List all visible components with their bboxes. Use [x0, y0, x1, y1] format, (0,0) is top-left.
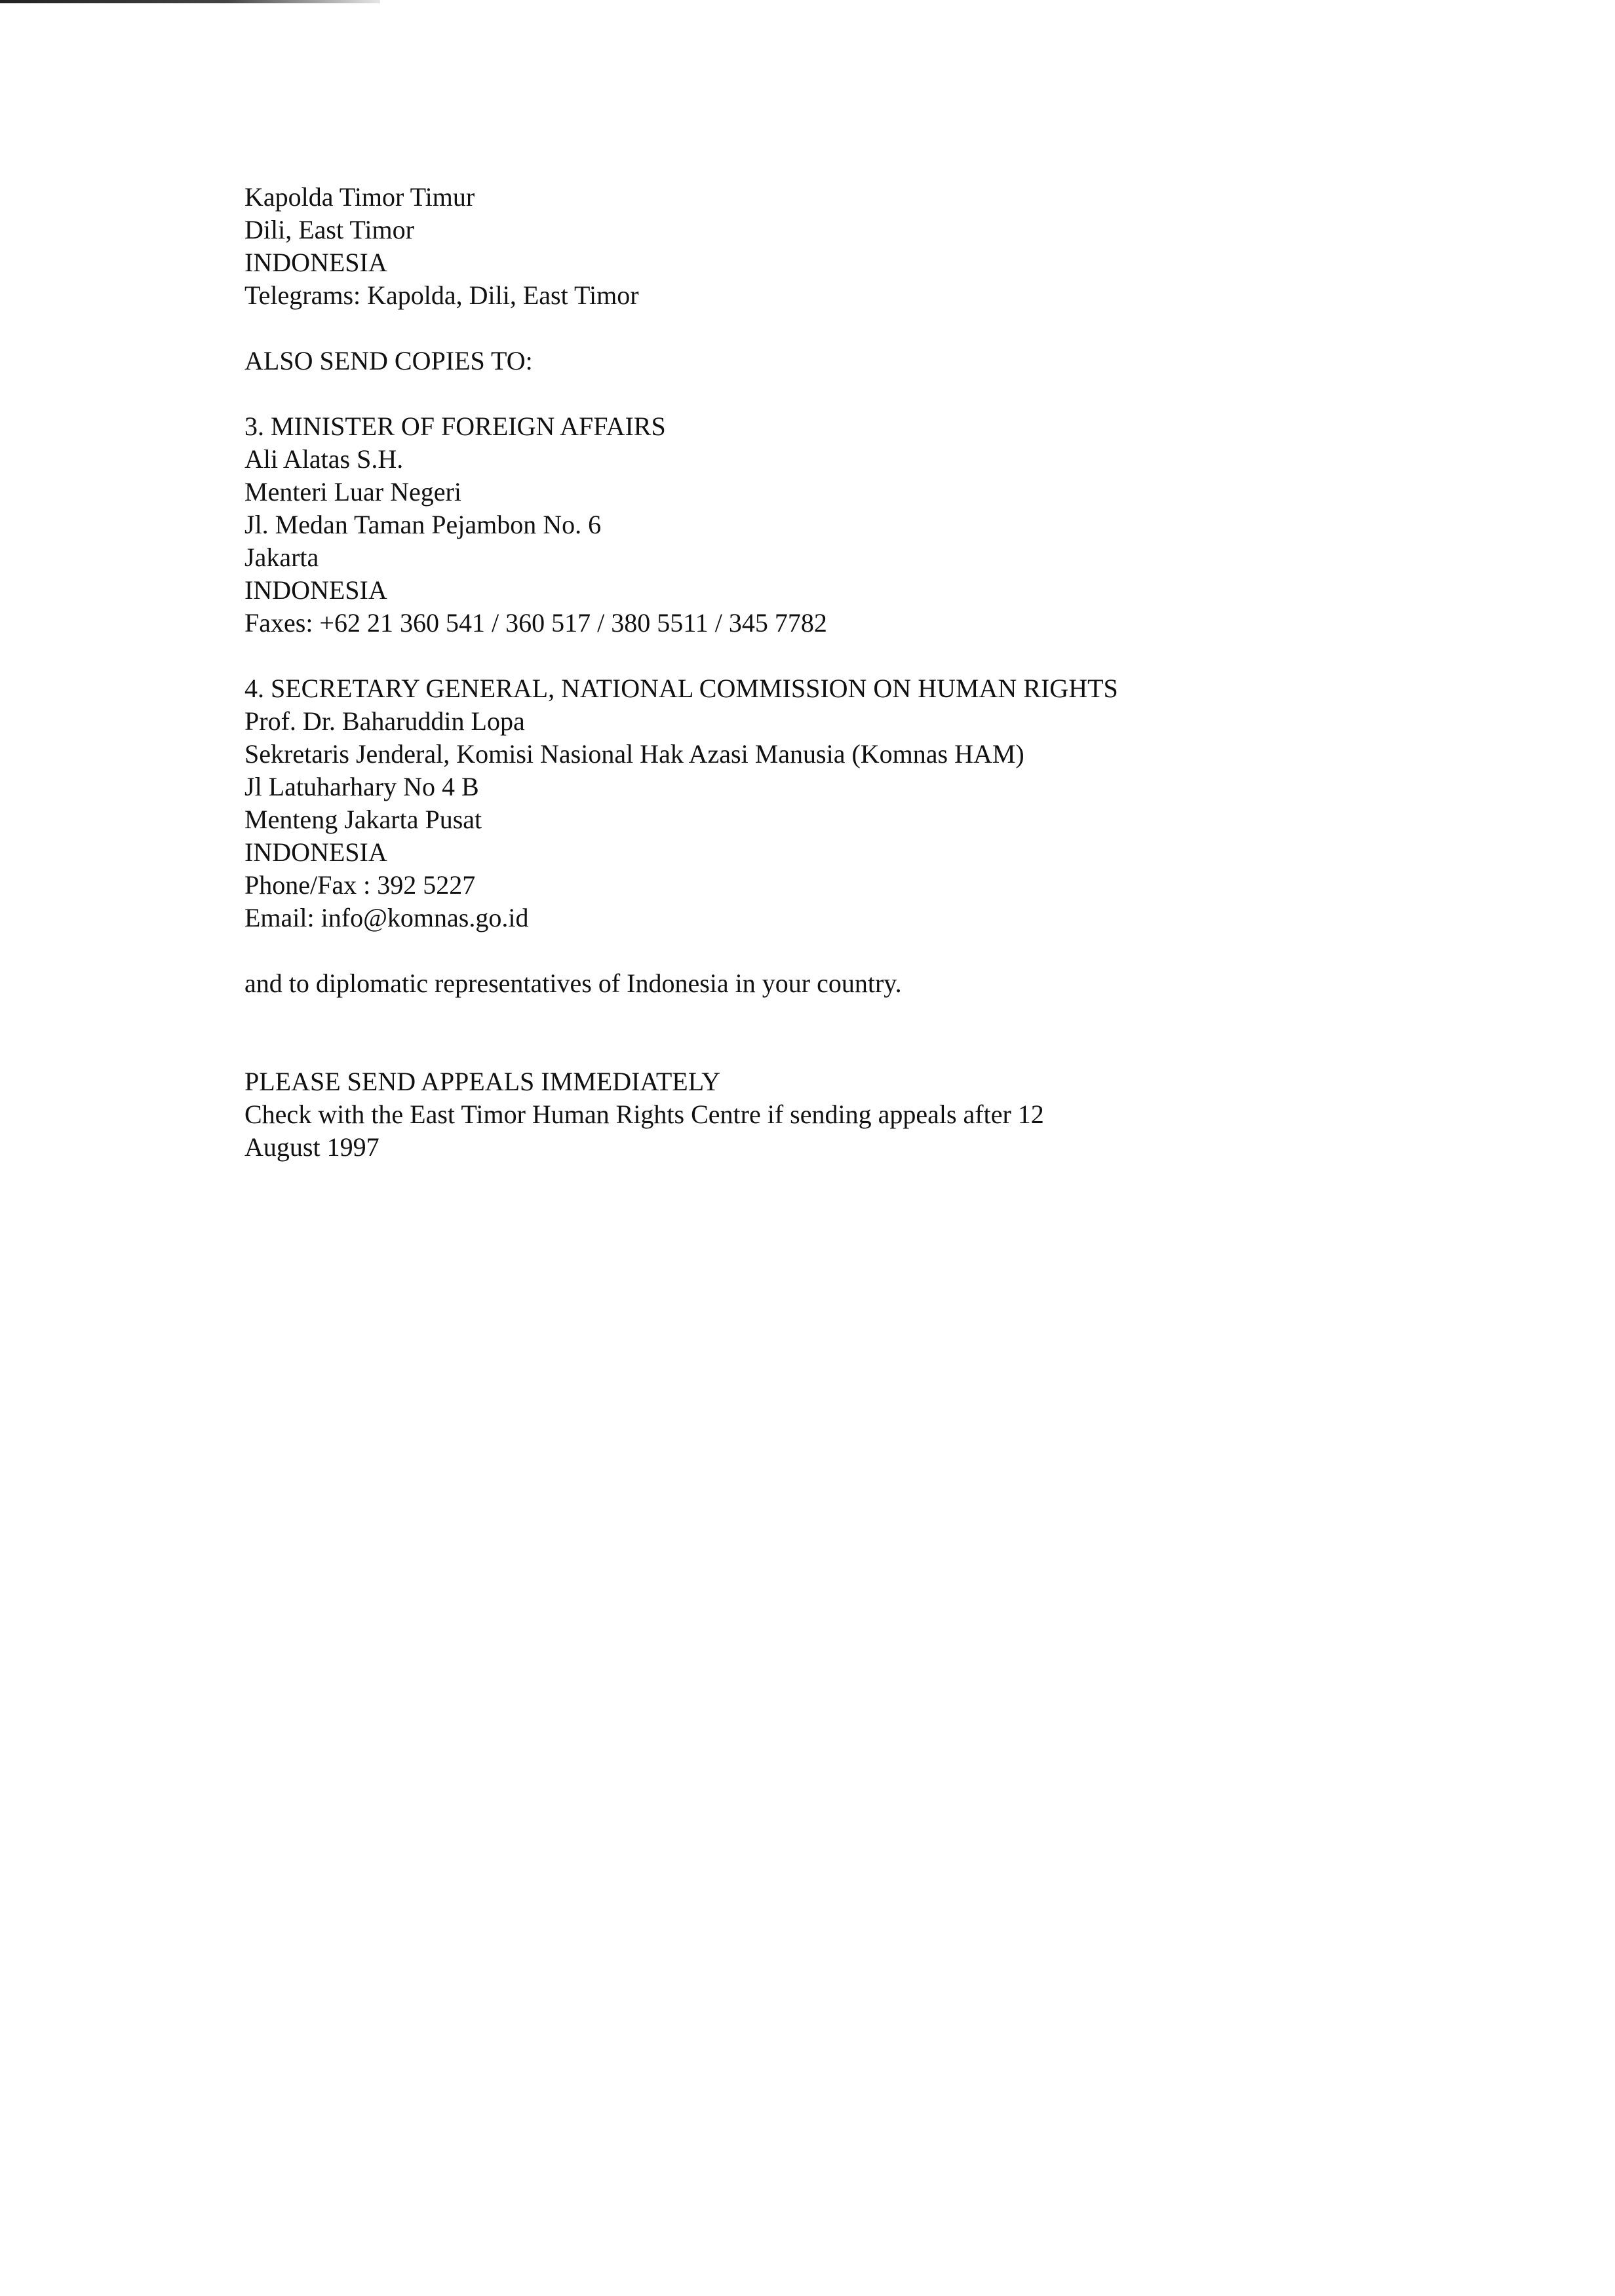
address-line: Telegrams: Kapolda, Dili, East Timor: [244, 280, 639, 310]
address-line: Prof. Dr. Baharuddin Lopa: [244, 706, 525, 736]
address-line: Menteng Jakarta Pusat: [244, 805, 482, 834]
address-line: Jakarta: [244, 543, 319, 572]
diplomatic-note-block: [244, 967, 1490, 1000]
diplomatic-note: and to diplomatic representatives of Indonesia in your country.: [244, 968, 902, 998]
address-line: Faxes: +62 21 360 541 / 360 517 / 380 5511 / 345 7782: [244, 608, 827, 638]
address-line: Jl Latuharhary No 4 B: [244, 772, 479, 801]
address-line: Dili, East Timor: [244, 215, 414, 244]
address-line: INDONESIA: [244, 575, 387, 605]
address-line: Kapolda Timor Timur: [244, 182, 475, 212]
appeal-line: PLEASE SEND APPEALS IMMEDIATELY: [244, 1067, 721, 1096]
address-line: 3. MINISTER OF FOREIGN AFFAIRS: [244, 411, 666, 441]
minister-address-block: [244, 410, 1490, 640]
address-line: Jl. Medan Taman Pejambon No. 6: [244, 510, 602, 539]
commission-address-block: [244, 672, 1490, 934]
address-line: Phone/Fax : 392 5227: [244, 870, 476, 900]
recipient-address-block: [244, 181, 1490, 312]
copies-heading-block: [244, 345, 1490, 377]
address-line: 4. SECRETARY GENERAL, NATIONAL COMMISSION ON HUMAN RIGHTS: [244, 674, 1118, 703]
address-line: INDONESIA: [244, 248, 387, 277]
copies-heading: ALSO SEND COPIES TO:: [244, 346, 533, 375]
address-line: INDONESIA: [244, 837, 387, 867]
address-line: Ali Alatas S.H.: [244, 444, 404, 474]
address-line: Email: info@komnas.go.id: [244, 903, 529, 932]
appeal-line: August 1997: [244, 1132, 379, 1162]
address-line: Menteri Luar Negeri: [244, 477, 461, 507]
document-page: [244, 181, 1490, 1196]
scan-edge-mark: [0, 0, 380, 3]
appeal-line: Check with the East Timor Human Rights Centre if sending appeals after 12: [244, 1100, 1044, 1129]
appeal-notice-block: [244, 1065, 1490, 1164]
address-line: Sekretaris Jenderal, Komisi Nasional Hak Azasi Manusia (Komnas HAM): [244, 739, 1024, 769]
